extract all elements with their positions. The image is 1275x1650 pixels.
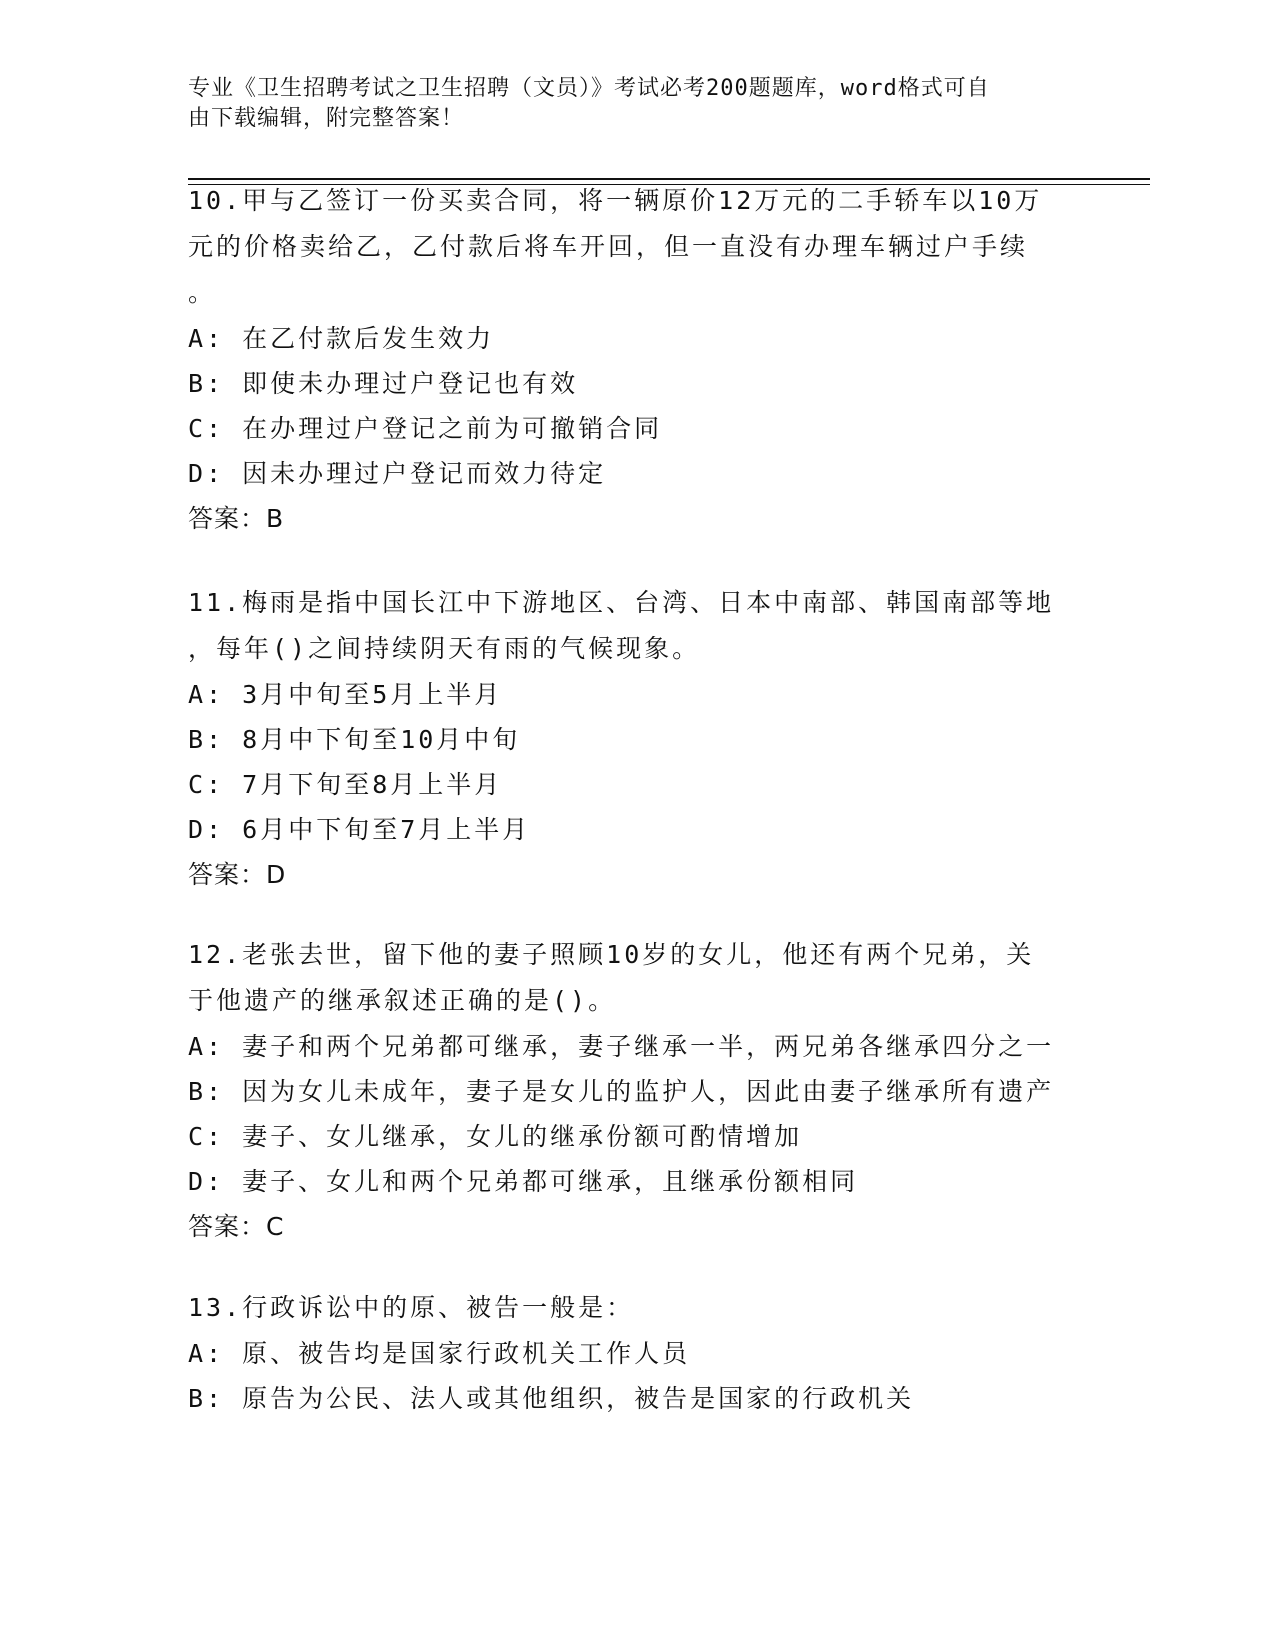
option-d: D: 因未办理过户登记而效力待定 xyxy=(188,459,607,488)
option-b: B: 即使未办理过户登记也有效 xyxy=(188,369,579,398)
option-b: B: 原告为公民、法人或其他组织，被告是国家的行政机关 xyxy=(188,1384,915,1413)
stem-line: 元的价格卖给乙，乙付款后将车开回，但一直没有办理车辆过户手续 xyxy=(188,232,1029,261)
option-b: B: 8月中下旬至10月中旬 xyxy=(188,725,521,754)
question-11 xyxy=(188,580,1088,898)
header-line: 专业《卫生招聘考试之卫生招聘（文员）》考试必考200题题库，word格式可自 xyxy=(188,76,990,101)
option-c: C: 妻子、女儿继承，女儿的继承份额可酌情增加 xyxy=(188,1122,803,1151)
option-c: C: 在办理过户登记之前为可撤销合同 xyxy=(188,414,663,443)
question-stem xyxy=(188,178,1088,316)
answer: 答案：D xyxy=(188,860,287,889)
document-header xyxy=(188,74,1088,134)
stem-line: ，每年()之间持续阴天有雨的气候现象。 xyxy=(188,634,701,663)
stem-line: 13.行政诉讼中的原、被告一般是： xyxy=(188,1293,635,1322)
option-a: A: 3月中旬至5月上半月 xyxy=(188,680,503,709)
option-d: D: 6月中下旬至7月上半月 xyxy=(188,815,531,844)
stem-line: 。 xyxy=(188,278,217,307)
option-c: C: 7月下旬至8月上半月 xyxy=(188,770,503,799)
option-a: A: 原、被告均是国家行政机关工作人员 xyxy=(188,1339,691,1368)
answer: 答案：C xyxy=(188,1212,285,1241)
question-13 xyxy=(188,1285,1088,1421)
option-d: D: 妻子、女儿和两个兄弟都可继承，且继承份额相同 xyxy=(188,1167,859,1196)
stem-line: 10.甲与乙签订一份买卖合同，将一辆原价12万元的二手轿车以10万 xyxy=(188,186,1043,215)
question-12 xyxy=(188,932,1088,1250)
stem-line: 12.老张去世，留下他的妻子照顾10岁的女儿，他还有两个兄弟，关 xyxy=(188,940,1035,969)
option-a: A: 妻子和两个兄弟都可继承，妻子继承一半，两兄弟各继承四分之一 xyxy=(188,1032,1055,1061)
question-stem xyxy=(188,1285,1088,1331)
stem-line: 于他遗产的继承叙述正确的是()。 xyxy=(188,986,617,1015)
stem-line: 11.梅雨是指中国长江中下游地区、台湾、日本中南部、韩国南部等地 xyxy=(188,588,1055,617)
question-stem xyxy=(188,932,1088,1024)
option-b: B: 因为女儿未成年，妻子是女儿的监护人，因此由妻子继承所有遗产 xyxy=(188,1077,1055,1106)
question-stem xyxy=(188,580,1088,672)
header-line: 由下载编辑，附完整答案！ xyxy=(188,106,465,131)
answer: 答案：B xyxy=(188,504,285,533)
question-10 xyxy=(188,178,1088,542)
option-a: A: 在乙付款后发生效力 xyxy=(188,324,495,353)
